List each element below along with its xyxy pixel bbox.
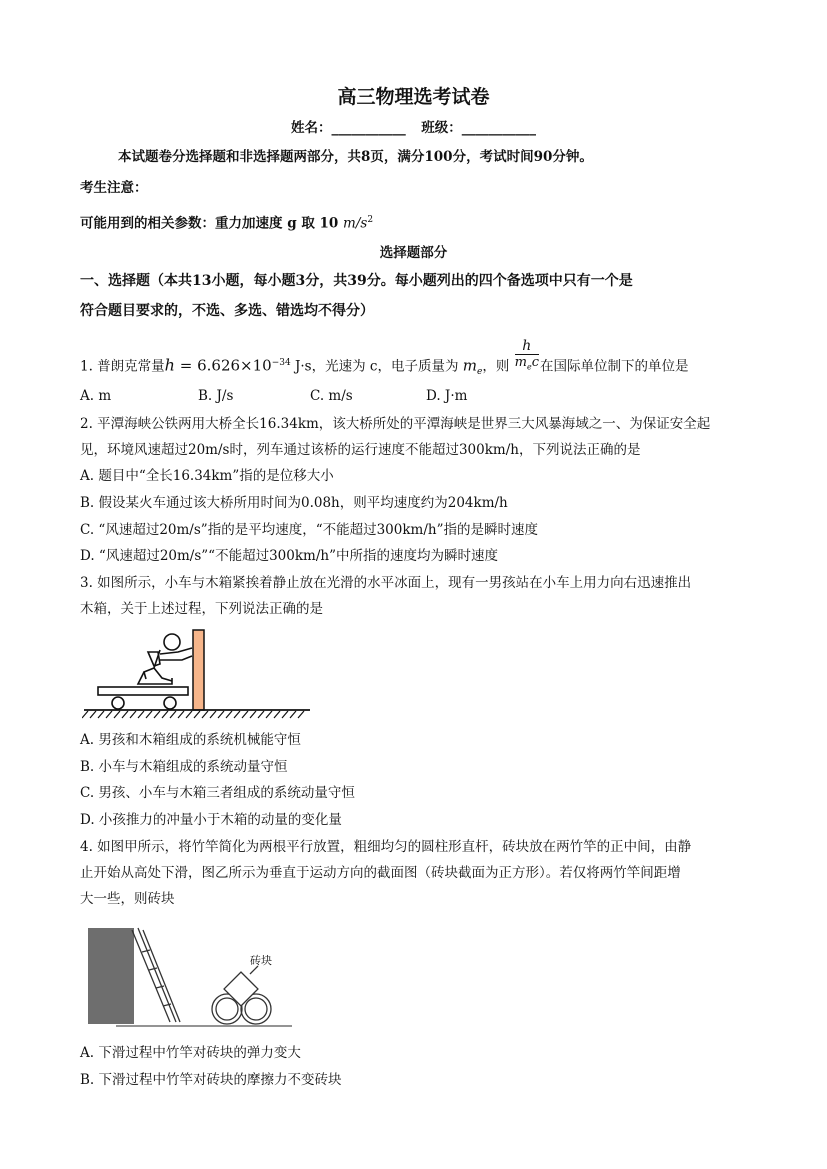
- q1-h-symbol: h: [164, 355, 175, 375]
- hatch-mark: [202, 711, 208, 718]
- q1-me-symbol: m: [462, 356, 477, 375]
- q1-option-d[interactable]: D. J·m: [426, 388, 468, 404]
- q1-den-m: m: [514, 355, 527, 370]
- parameters-unit: m/s: [343, 215, 368, 232]
- cart-box-figure: [82, 626, 312, 720]
- wooden-box: [193, 630, 204, 710]
- q2-option-b[interactable]: B. 假设某火车通过该大桥所用时间为0.08h，则平均速度约为204km/h: [80, 495, 508, 511]
- q1-value: = 6.626×10: [174, 356, 272, 375]
- hatch-mark: [210, 711, 216, 718]
- hatch-mark: [186, 711, 192, 718]
- q1-den-sub: e: [526, 362, 532, 372]
- hatch-mark: [82, 711, 88, 718]
- hatch-mark: [194, 711, 200, 718]
- q1-me-subscript: e: [477, 366, 483, 377]
- hatch-mark: [250, 711, 256, 718]
- q1-mid-text: ，则: [482, 358, 510, 375]
- q2-option-c[interactable]: C. “风速超过20m/s”指的是平均速度，“不能超过300km/h”指的是瞬时速度: [80, 522, 538, 538]
- question-2-line-1: 2. 平潭海峡公铁两用大桥全长16.34km，该大桥所处的平潭海峡是世界三大风暴海域之一、为保证安全起: [80, 416, 711, 432]
- exam-title: 高三物理选考试卷: [337, 86, 490, 108]
- hatch-mark: [218, 711, 224, 718]
- question-4-line-3: 大一些，则砖块: [80, 891, 175, 907]
- wall: [88, 928, 134, 1024]
- hatch-mark: [106, 711, 112, 718]
- q1-den-c: c: [531, 355, 539, 370]
- q1-options: [80, 386, 467, 406]
- brick-label: 砖块: [250, 954, 272, 967]
- name-label: 姓名：: [291, 120, 332, 136]
- hatch-mark: [98, 711, 104, 718]
- exam-description: 本试题卷分选择题和非选择题两部分，共8页，满分100分，考试时间90分钟。: [118, 149, 593, 165]
- q4-option-a[interactable]: A. 下滑过程中竹竿对砖块的弹力变大: [80, 1045, 301, 1061]
- hatch-mark: [274, 711, 280, 718]
- q3-option-d[interactable]: D. 小孩推力的冲量小于木箱的动量的变化量: [80, 812, 342, 828]
- q1-fraction-denominator: [515, 355, 539, 376]
- question-4-line-2: 止开始从高处下滑，图乙所示为垂直于运动方向的截面图（砖块截面为正方形）。若仅将两竹竿间距增: [80, 865, 681, 881]
- hatch-mark: [178, 711, 184, 718]
- hatch-mark: [138, 711, 144, 718]
- hatch-mark: [290, 711, 296, 718]
- q3-option-c[interactable]: C. 男孩、小车与木箱三者组成的系统动量守恒: [80, 785, 355, 801]
- class-blank: ___________: [461, 120, 536, 136]
- hatch-mark: [266, 711, 272, 718]
- parameters-text: 可能用到的相关参数：重力加速度 g 取 10: [80, 215, 339, 232]
- hatch-mark: [162, 711, 168, 718]
- student-info-row: [0, 118, 827, 138]
- hatch-mark: [234, 711, 240, 718]
- hatch-mark: [90, 711, 96, 718]
- cart-wheel-right: [164, 697, 176, 709]
- question-3-line-2: 木箱，关于上述过程，下列说法正确的是: [80, 601, 323, 617]
- ground-hatching: [82, 711, 304, 718]
- question-4-line-1: 4. 如图甲所示，将竹竿简化为两根平行放置，粗细均匀的圆柱形直杆，砖块放在两竹竿的正中间，由静: [80, 839, 692, 855]
- hatch-mark: [242, 711, 248, 718]
- q1-exponent: −34: [271, 357, 291, 368]
- hatch-mark: [130, 711, 136, 718]
- q1-fraction: [515, 338, 539, 376]
- q3-option-b[interactable]: B. 小车与木箱组成的系统动量守恒: [80, 759, 288, 775]
- q1-unit-text: J·s，光速为 c，电子质量为: [290, 358, 459, 375]
- hatch-mark: [282, 711, 288, 718]
- hatch-mark: [122, 711, 128, 718]
- hatch-mark: [114, 711, 120, 718]
- q2-option-d[interactable]: D. “风速超过20m/s”“不能超过300km/h”中所指的速度均为瞬时速度: [80, 548, 498, 564]
- question-3-line-1: 3. 如图所示，小车与木箱紧挨着静止放在光滑的水平冰面上，现有一男孩站在小车上用力向右迅速推出: [80, 575, 692, 591]
- bamboo-figure: [86, 922, 296, 1034]
- q1-option-c[interactable]: C. m/s: [310, 388, 353, 404]
- cross-section: [212, 966, 271, 1024]
- question-1-stem: [80, 338, 689, 386]
- question-2-line-2: 见，环境风速超过20m/s时，列车通过该桥的运行速度不能超过300km/h，下列说法正确的是: [80, 442, 641, 458]
- cart-wheel-left: [112, 697, 124, 709]
- bamboo-poles: [132, 928, 180, 1022]
- q1-suffix: 在国际单位制下的单位是: [539, 358, 689, 375]
- q2-option-a[interactable]: A. 题目中“全长16.34km”指的是位移大小: [80, 468, 334, 484]
- hatch-mark: [154, 711, 160, 718]
- q1-prefix: 1. 普朗克常量: [80, 358, 165, 375]
- part1-instructions-1: 一、选择题（本共13小题，每小题3分，共39分。每小题列出的四个备选项中只有一个是: [80, 273, 633, 289]
- cart-platform: [98, 687, 188, 695]
- q1-option-a[interactable]: A. m: [80, 388, 112, 404]
- q1-option-b[interactable]: B. J/s: [198, 388, 234, 404]
- q1-fraction-numerator: h: [515, 338, 539, 355]
- part1-instructions-2: 符合题目要求的，不选、多选、错选均不得分）: [80, 303, 374, 319]
- hatch-mark: [298, 711, 304, 718]
- hatch-mark: [146, 711, 152, 718]
- boy-figure: [138, 634, 192, 684]
- section-heading: 选择题部分: [379, 245, 448, 261]
- hatch-mark: [170, 711, 176, 718]
- q3-option-a[interactable]: A. 男孩和木箱组成的系统机械能守恒: [80, 732, 301, 748]
- parameters-line: [80, 210, 373, 234]
- parameters-exponent: 2: [367, 215, 374, 225]
- class-label: 班级：: [421, 120, 462, 136]
- notice-heading: 考生注意：: [80, 180, 148, 196]
- q4-option-b[interactable]: B. 下滑过程中竹竿对砖块的摩擦力不变砖块: [80, 1072, 342, 1088]
- hatch-mark: [226, 711, 232, 718]
- name-blank: ___________: [331, 120, 406, 136]
- hatch-mark: [258, 711, 264, 718]
